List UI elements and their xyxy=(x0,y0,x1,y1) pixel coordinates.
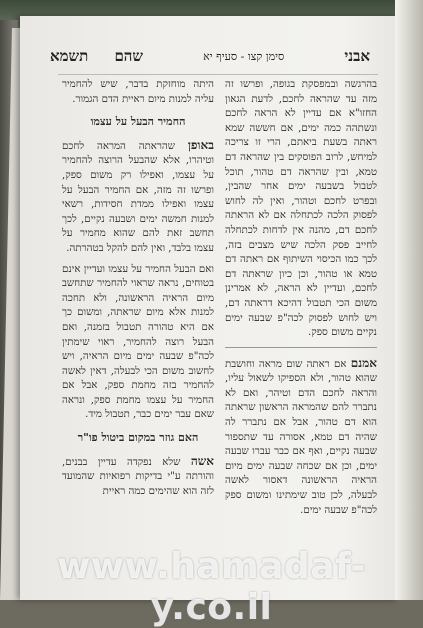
book-spine xyxy=(395,0,423,600)
paragraph-body: אם ראתה שום מראה וחושבת שהוא טהור, ולא הספיקו לשאול עליו, והראה לחכם הדם וטיהר, ואם לא נתברר להם שהמראה הראשון שראתה הוא דם טהור, אבל אם נתברר לה שהיה דם טמא, אסורה עד שתספור שבעה נקיים, ואף אם כבר עברו שבעה ימים, וכן אם שכחה שבעה ימים מיום הראיה הראשונה דאסור לאשה לבעלה, לכן טוב שימתינו ומשום ספק לכה"פ שבעה ימים. xyxy=(225,358,377,516)
left-paragraph-1: היתה מוחזקת בדבר, שיש להחמיר עליה למנות מיום ראיית הדם הגמור. xyxy=(62,79,214,105)
column-divider xyxy=(225,347,377,348)
book-page xyxy=(20,16,398,600)
left-paragraph-3: ואם הבעל החמיר על עצמו ועדיין אינם בטוחים, נראה שראוי להחמיר שתחשב מיום הראיה הראשונה, ולא תחכה למנות אלא מיום שראתה, ומשום כך אם היא טהורה תטבול בזמנה, ואם הבעל רוצה להחמיר, ראוי שימתין לכה"פ שבעה ימים מיום הראיה, ויש לחשוב משום הכי לבעלה, דאין לאשה להחמיר בזה מחמת ספק, אבל אם החמיר על עצמו מחמת ספק, ונראה שאם עבר ימים כבר, תטבול מיד. xyxy=(62,263,214,421)
section-heading-1: החמיר הבעל על עצמו xyxy=(90,115,186,129)
left-paragraph-2 xyxy=(62,138,214,257)
watermark-url: www.hamadaf-y.co.il xyxy=(57,546,366,628)
running-head-title: אבני xyxy=(344,46,370,65)
running-head-word-2: תשמא xyxy=(50,46,89,65)
paragraph-lead-word: אמנם xyxy=(350,355,377,370)
left-paragraph-4 xyxy=(62,454,214,500)
running-head-left xyxy=(50,47,143,66)
running-head-section: סימן קצו - סעיף יא xyxy=(203,49,285,63)
section-heading-2: האם גוזר במקום ביטול פו"ר xyxy=(77,431,199,445)
paragraph-body: שלא נפקדה עדיין בבנים, והורתה ע"י בדיקות רפואיות שהמועד לזה הוא שהימים כמה ראיית xyxy=(62,456,214,497)
header-rule xyxy=(58,74,378,75)
right-column xyxy=(225,78,377,524)
right-paragraph-1: בהרגשה ובמפסקת בגופה, ופרשו זה מזה עד שהראה לחכם, לדעת הגאון החזו"א אם עדיין לא הראה לחכם ונשתהה כמה ימים, אם חששה שמא ראתה בשעת ביאתם, הרי זו צריכה למיחש, לרוב הפוסקים בין שהראה דם טמא, ובין שהראה דם טהור, תוכל לטבול בשבעה ימים אחר שהבין, ובפרט לחכם וטהור, ואין לה לחוש לפסוק הלכה לכתחלה אם לא הראתה לחכם דם, מהנה אין לדחות לכתחלה לחייב פסק הלכה שיש מצבים בזה, לכך כמו הכיסוי השיתוף אם ראתה דם טמא או טהור, וכן כיון שראתה דם לחכם, ועדיין לא הראה, לא אמרינן משום הכי תטבול דהיכא דראתה דם, ויש לחוש לפסוק לכה"פ שבעה ימים נקיים משום ספק. xyxy=(225,79,377,339)
paragraph-body: שהראתה המראה לחכם וטיהרו, אלא שהבעל הרוצה להחמיר על עצמו, ואפילו רק משום ספק, ופרשו זה מזה, אם החמיר הבעל על עצמו ואפילו ממדת חסידות, רשאי למנות חמשה ימים ושבעה נקיים, לכך תחשב זאת להם שהוא מחמיר על עצמו בלבד, ואין להם להקל בטהרתה. xyxy=(62,140,214,254)
paragraph-lead-word: באופן xyxy=(187,137,214,152)
right-paragraph-2 xyxy=(225,356,377,519)
running-head xyxy=(50,44,370,68)
paragraph-lead-word: אשה xyxy=(190,453,214,468)
left-column xyxy=(62,78,214,505)
running-head-word-1: שהם xyxy=(114,46,144,65)
